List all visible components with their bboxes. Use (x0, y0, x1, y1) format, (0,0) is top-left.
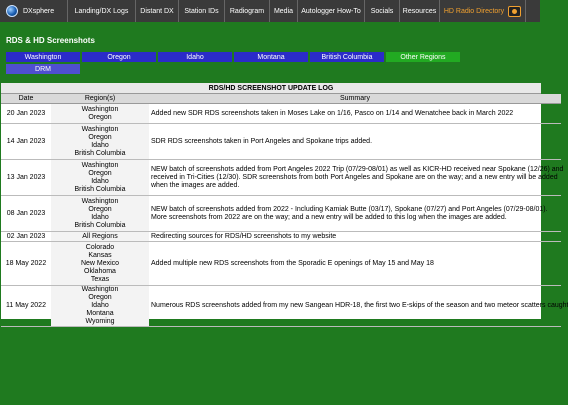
row-region-name: Oregon (88, 294, 112, 301)
row-region-name: Washington (81, 286, 119, 293)
table-row (1, 242, 561, 286)
row-date: 18 May 2022 (1, 242, 51, 286)
row-summary-line: SDR RDS screenshots taken in Port Angeles and Spokane trips added. (151, 137, 373, 145)
region-buttons (6, 52, 461, 74)
row-summary-line: NEW batch of screenshots added from 2022 - Including Kamiak Butte (03/17), Spokane (07/27) and Port Angeles (07/29-08/01). (151, 205, 548, 213)
page-title: RDS & HD Screenshots (6, 36, 95, 45)
row-region-name: Idaho (91, 177, 109, 185)
column-header-date: Date (1, 94, 51, 104)
row-date: 13 Jan 2023 (1, 160, 51, 196)
row-summary-line: Numerous RDS screenshots added from my new Sangean HDR-18, the first two E-skips of the season and two meteor scatters caught (151, 302, 568, 309)
row-summary (149, 286, 568, 327)
row-summary (149, 232, 561, 242)
region-button-other-regions[interactable]: Other Regions (386, 52, 460, 62)
region-button-montana[interactable]: Montana (234, 52, 308, 62)
hd-radio-directory-label: HD Radio Directory (443, 7, 505, 15)
table-row (1, 286, 561, 327)
row-date: 02 Jan 2023 (1, 232, 51, 242)
region-button-drm[interactable]: DRM (6, 64, 80, 74)
region-button-washington[interactable]: Washington (6, 52, 80, 62)
row-summary-line: Added multiple new RDS screenshots from the Sporadic E openings of May 15 and May 18 (151, 259, 434, 267)
row-summary (149, 124, 561, 160)
row-regions (51, 160, 149, 196)
column-header-regions: Region(s) (51, 94, 149, 104)
row-region-name: Oregon (88, 205, 112, 213)
nav-radiogram[interactable]: Radiogram (225, 0, 270, 22)
update-log-title: RDS/HD SCREENSHOT UPDATE LOG (1, 83, 541, 94)
row-date: 20 Jan 2023 (1, 104, 51, 124)
row-region-name: British Columbia (74, 149, 126, 157)
row-region-name: Oregon (88, 133, 112, 141)
row-date: 08 Jan 2023 (1, 196, 51, 232)
row-region-name: Washington (81, 125, 119, 133)
table-row (1, 104, 561, 124)
row-summary-line: NEW batch of screenshots added from Port Angeles 2022 Trip (07/29-08/01) as well as KICR-HD received near Spokane (12/26) and (151, 165, 564, 173)
row-region-name: New Mexico (80, 259, 120, 267)
row-region-name: Oklahoma (84, 267, 116, 275)
row-region-name: All Regions (82, 232, 118, 240)
nav-resources[interactable]: Resources (400, 0, 440, 22)
region-button-idaho[interactable]: Idaho (158, 52, 232, 62)
row-summary-line: when the images are added. (151, 181, 240, 189)
row-region-name: British Columbia (74, 221, 126, 229)
row-region-name: Idaho (91, 302, 109, 309)
row-region-name: Idaho (91, 213, 109, 221)
nav-autologger-how-to[interactable]: Autologger How-To (298, 0, 365, 22)
table-row (1, 124, 561, 160)
region-button-british-columbia[interactable]: British Columbia (310, 52, 384, 62)
row-regions (51, 124, 149, 160)
top-nav-bar (0, 0, 540, 22)
row-region-name: Idaho (91, 141, 109, 149)
row-regions (51, 242, 149, 286)
nav-station-ids[interactable]: Station IDs (179, 0, 225, 22)
row-summary (149, 242, 561, 286)
row-regions (51, 196, 149, 232)
table-row (1, 196, 561, 232)
row-summary (149, 196, 561, 232)
row-region-name: British Columbia (74, 185, 126, 193)
row-region-name: Wyoming (85, 318, 115, 325)
brand-name: DXsphere (23, 7, 55, 15)
row-region-name: Washington (81, 161, 119, 169)
row-region-name: Washington (81, 197, 119, 205)
row-region-name: Montana (86, 310, 114, 317)
row-summary-line: Redirecting sources for RDS/HD screenshots to my website (151, 232, 337, 240)
row-region-name: Oregon (88, 113, 112, 121)
nav-hd-radio-directory[interactable] (440, 0, 526, 22)
update-log (1, 83, 568, 325)
update-log-table (1, 94, 568, 327)
row-region-name: Texas (90, 275, 110, 283)
row-region-name: Colorado (85, 243, 115, 251)
row-region-name: Washington (81, 105, 119, 113)
row-summary-line: Added new SDR RDS screenshots taken in Moses Lake on 1/16, Pasco on 1/14 and Wenatchee back in March 2022 (151, 109, 514, 117)
column-header-summary: Summary (149, 94, 561, 104)
table-row (1, 160, 561, 196)
row-summary (149, 160, 564, 196)
brand-link[interactable] (0, 0, 68, 22)
nav-socials[interactable]: Socials (365, 0, 400, 22)
row-regions (51, 286, 149, 327)
row-regions (51, 232, 149, 242)
row-summary-line: received in Tri-Cities (12/30). SDR screenshots from both Port Angeles and Spokane are on the way; and a new entry will be added (151, 173, 558, 181)
row-summary-line: More screenshots from 2022 are on the way; and a new entry will be added to this log when the images are added. (151, 213, 507, 221)
row-date: 11 May 2022 (1, 286, 51, 327)
row-regions (51, 104, 149, 124)
region-button-oregon[interactable]: Oregon (82, 52, 156, 62)
table-row (1, 232, 561, 242)
row-date: 14 Jan 2023 (1, 124, 51, 160)
row-region-name: Kansas (88, 251, 112, 259)
nav-landing-dx-logs[interactable]: Landing/DX Logs (68, 0, 136, 22)
row-region-name: Oregon (88, 169, 112, 177)
nav-distant-dx[interactable]: Distant DX (136, 0, 179, 22)
nav-media[interactable]: Media (270, 0, 298, 22)
globe-logo-icon (6, 5, 18, 17)
row-summary (149, 104, 561, 124)
radio-icon (508, 6, 521, 17)
